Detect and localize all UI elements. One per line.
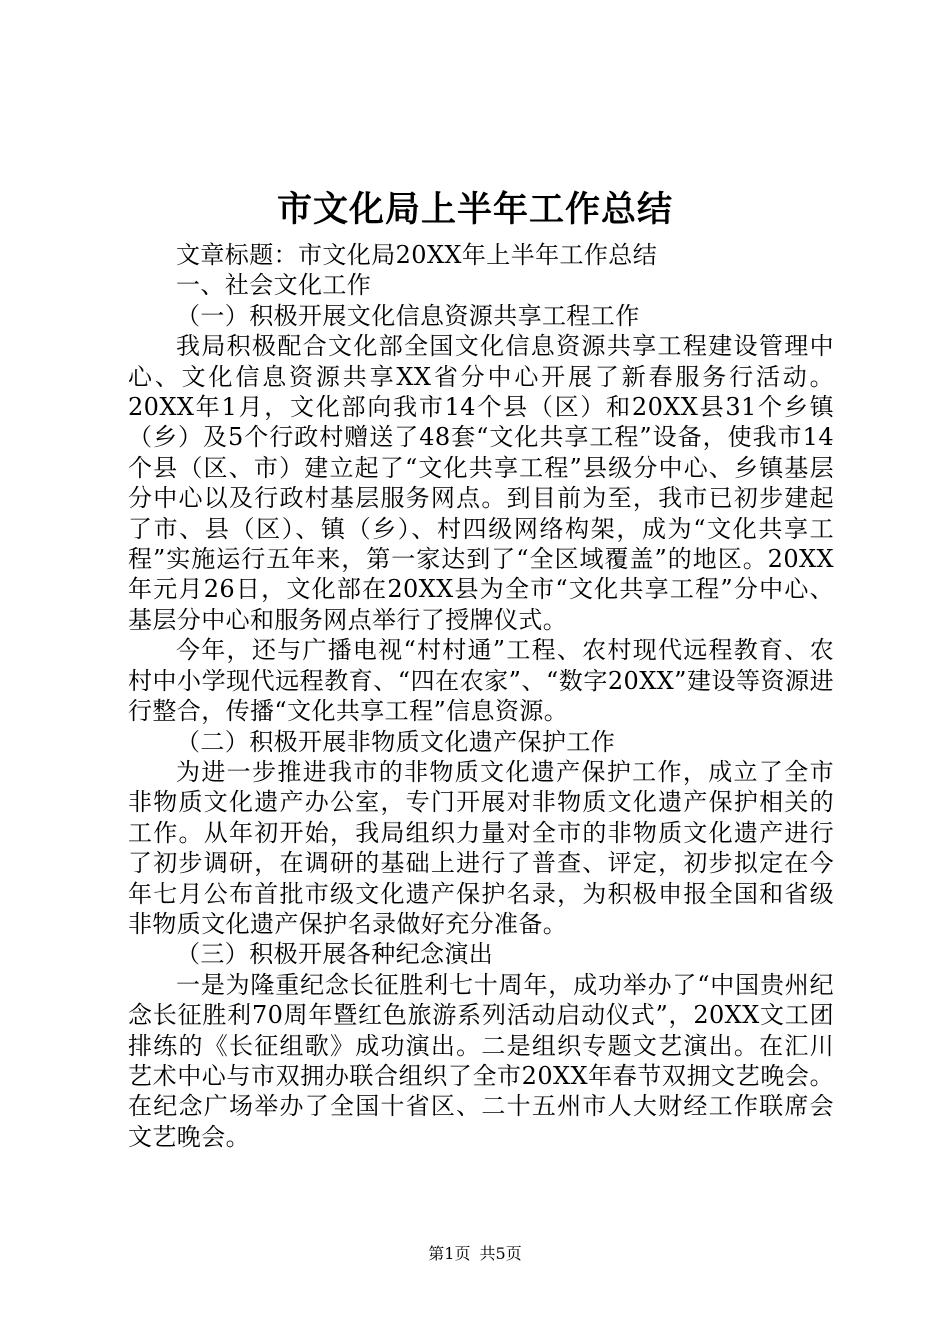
page-total: 共5页 bbox=[479, 1244, 522, 1263]
document-title: 市文化局上半年工作总结 bbox=[276, 190, 673, 230]
subheading-heritage-protection: （二）积极开展非物质文化遗产保护工作 bbox=[176, 727, 616, 756]
subheading-commemorative-performances: （三）积极开展各种纪念演出 bbox=[176, 940, 494, 969]
paragraph-commemorative-performances: 一是为隆重纪念长征胜利七十周年，成功举办了“中国贵州纪念长征胜利70周年暨红色旅游系列活动启动仪式”，20XX文工团排练的《长征组歌》成功演出。二是组织专题文艺演出。在汇川艺术中心与市双拥办联合组织了全市20XX年春节双拥文艺晚会。在纪念广场举办了全国十省区、二十五州市人大财经工作联席会文艺晚会。 bbox=[128, 970, 834, 1151]
paragraph-resource-integration: 今年，还与广播电视“村村通”工程、农村现代远程教育、农村中小学现代远程教育、“四在农家”、“数字20XX”建设等资源进行整合，传播“文化共享工程”信息资源。 bbox=[128, 636, 834, 726]
subheading-resource-sharing: （一）积极开展文化信息资源共享工程工作 bbox=[176, 301, 640, 330]
document-body bbox=[128, 240, 834, 1152]
section-heading-social-culture: 一、社会文化工作 bbox=[176, 271, 372, 300]
paragraph-article-title: 文章标题：市文化局20XX年上半年工作总结 bbox=[176, 241, 658, 269]
page-number: 第1页 bbox=[428, 1244, 471, 1263]
paragraph-heritage-protection: 为进一步推进我市的非物质文化遗产保护工作，成立了全市非物质文化遗产办公室，专门开展对非物质文化遗产保护相关的工作。从年初开始，我局组织力量对全市的非物质文化遗产进行了初步调研，在调研的基础上进行了普查、评定，初步拟定在今年七月公布首批市级文化遗产保护名录，为积极申报全国和省级非物质文化遗产保护名录做好充分准备。 bbox=[128, 757, 834, 938]
paragraph-resource-sharing: 我局积极配合文化部全国文化信息资源共享工程建设管理中心、文化信息资源共享XX省分中心开展了新春服务行活动。20XX年1月，文化部向我市14个县（区）和20XX县31个乡镇（乡）及5个行政村赠送了48套“文化共享工程”设备，使我市14个县（区、市）建立起了“文化共享工程”县级分中心、乡镇基层分中心以及行政村基层服务网点。到目前为至，我市已初步建起了市、县（区）、镇（乡）、村四级网络构架，成为“文化共享工程”实施运行五年来，第一家达到了“全区域覆盖”的地区。20XX年元月26日，文化部在20XX县为全市“文化共享工程”分中心、基层分中心和服务网点举行了授牌仪式。 bbox=[128, 332, 834, 634]
page-footer bbox=[0, 1243, 950, 1265]
